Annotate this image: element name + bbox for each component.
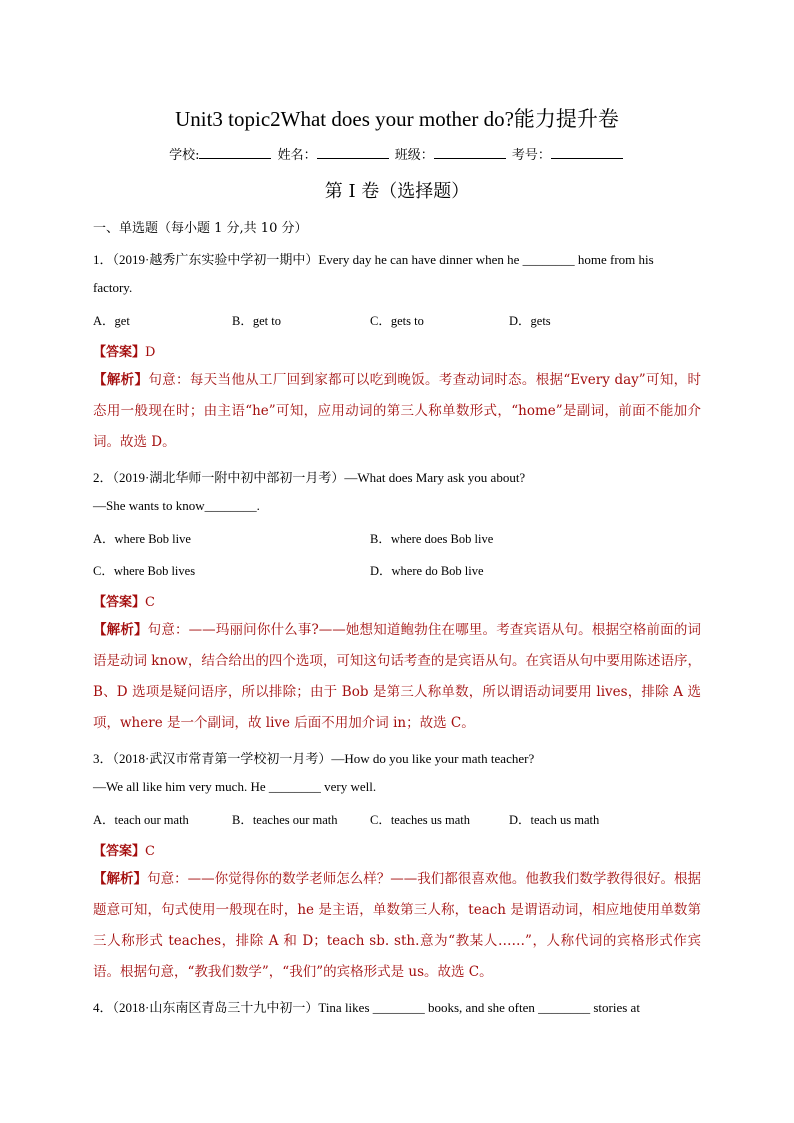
question-3-option-c: C．teaches us math xyxy=(370,813,470,827)
answer-value: D xyxy=(145,345,156,360)
student-info-line xyxy=(0,144,794,163)
answer-label: 【答案】 xyxy=(93,844,146,859)
question-1-option-b: B．get to xyxy=(232,314,281,328)
answer-label: 【答案】 xyxy=(93,345,146,360)
analysis-label: 【解析】 xyxy=(93,622,148,638)
analysis-text: 句意：——你觉得你的数学老师怎么样？——我们都很喜欢他。他教我们数学教得很好。根据题意可知，句式使用一般现在时，he 是主语，单数第三人称，teach 是谓语动词，相应地使用单数第三人称形式 teaches，排除 A 和 D；teach sb. sth.意为“教某人……”，人称代词的宾格形式作宾语。根据句意，“教我们数学”，“我们”的宾格形式是 us。故选 C。 xyxy=(93,871,702,980)
question-1-analysis xyxy=(93,365,701,458)
question-2-option-d: D．where do Bob live xyxy=(370,564,484,578)
analysis-label: 【解析】 xyxy=(93,372,149,388)
volume-heading: 第 I 卷（选择题） xyxy=(324,181,470,202)
question-3-option-a: A．teach our math xyxy=(93,813,189,827)
question-1-option-d: D．gets xyxy=(509,314,551,328)
question-1-answer xyxy=(93,341,155,360)
question-3-option-d: D．teach us math xyxy=(509,813,600,827)
question-4-stem: 4．（2018·山东南区青岛三十九中初一）Tina likes ________ books, and she often ________ stories at xyxy=(93,1000,640,1015)
school-label: 学校: xyxy=(169,148,200,163)
question-1-option-c: C．gets to xyxy=(370,314,424,328)
section-heading: 一、单选题（每小题 1 分,共 10 分） xyxy=(93,221,308,236)
question-3-stem: 3．（2018·武汉市常青第一学校初一月考）—How do you like your math teacher? xyxy=(93,751,535,766)
question-3-option-b: B．teaches our math xyxy=(232,813,338,827)
question-2-option-b: B．where does Bob live xyxy=(370,532,494,546)
question-1-stem: 1．（2019·越秀广东实验中学初一期中）Every day he can have dinner when he ________ home from his xyxy=(93,252,654,267)
question-2-answer xyxy=(93,591,155,610)
page-title: Unit3 topic2What does your mother do?能力提升卷 xyxy=(175,107,619,131)
number-label: 考号： xyxy=(511,148,551,163)
analysis-label: 【解析】 xyxy=(93,871,148,887)
question-2-analysis xyxy=(93,615,701,739)
question-3-answer xyxy=(93,840,155,859)
answer-label: 【答案】 xyxy=(93,595,146,610)
question-1-stem-cont: factory. xyxy=(93,280,133,295)
answer-value: C xyxy=(145,595,155,610)
answer-value: C xyxy=(145,844,155,859)
name-blank[interactable] xyxy=(317,146,389,159)
question-2-stem-cont: —She wants to know________. xyxy=(93,498,260,513)
question-3-stem-cont: —We all like him very much. He ________ very well. xyxy=(93,779,377,794)
question-3-analysis xyxy=(93,864,701,988)
analysis-text: 句意：——玛丽问你什么事?——她想知道鲍勃住在哪里。考查宾语从句。根据空格前面的词语是动词 know，结合给出的四个选项，可知这句话考查的是宾语从句。在宾语从句中要用陈述语序，B、D 选项是疑问语序，所以排除；由于 Bob 是第三人称单数，所以谓语动词要用 lives，排除 A 选项，where 是一个副词，故 live 后面不用加介词 in；故选 C。 xyxy=(93,622,702,731)
analysis-text: 句意：每天当他从工厂回到家都可以吃到晚饭。考查动词时态。根据“Every day”可知，时态用一般现在时；由主语“he”可知，应用动词的第三人称单数形式，“home”是副词，前面不能加介词。故选 D。 xyxy=(93,372,701,450)
question-1-option-a: A．get xyxy=(93,314,130,328)
class-blank[interactable] xyxy=(434,146,506,159)
question-2-stem: 2．（2019·湖北华师一附中初中部初一月考）—What does Mary ask you about? xyxy=(93,470,526,485)
name-label: 姓名： xyxy=(277,148,317,163)
question-2-option-c: C．where Bob lives xyxy=(93,564,196,578)
class-label: 班级： xyxy=(394,148,434,163)
school-blank[interactable] xyxy=(199,146,271,159)
question-2-option-a: A．where Bob live xyxy=(93,532,191,546)
number-blank[interactable] xyxy=(551,146,623,159)
